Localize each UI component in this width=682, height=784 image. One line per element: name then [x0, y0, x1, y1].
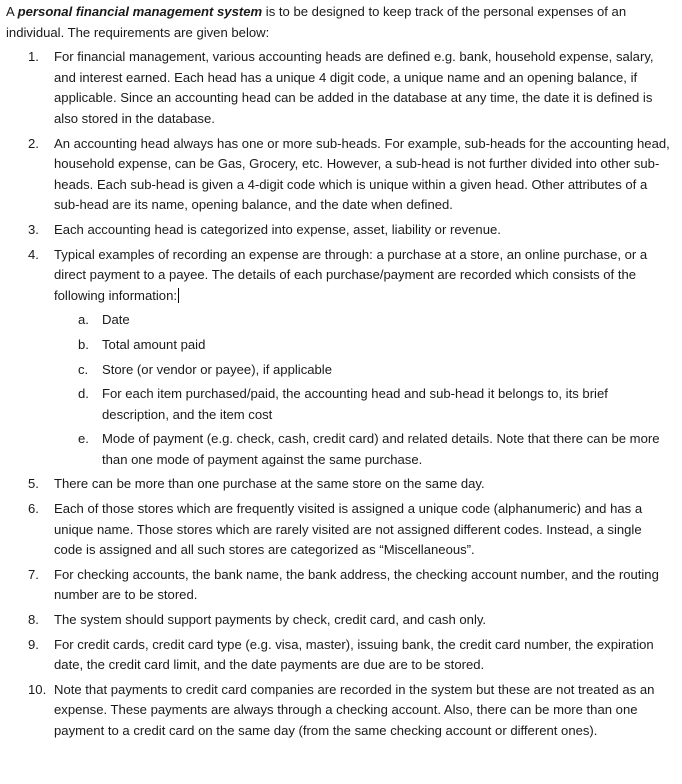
- requirement-item: [6, 610, 670, 631]
- requirement-text: Each of those stores which are frequently visited is assigned a unique code (alphanumeric) and has a unique name. Those stores which are rarely visited are not assigned different codes. Instead, a single code is assigned and all such stores are categorized as “Miscellaneous”.: [54, 501, 643, 558]
- requirement-text: For checking accounts, the bank name, the bank address, the checking account number, and the routing number are to be stored.: [54, 566, 659, 603]
- requirement-item: [6, 565, 670, 606]
- purchase-detail-item: [54, 429, 670, 470]
- requirement-item: [6, 220, 670, 241]
- requirements-list: [6, 47, 670, 741]
- requirement-text: An accounting head always has one or more sub-heads. For example, sub-heads for the accounting head, household expense, can be Gas, Grocery, etc. However, a sub-head is not further divided into other sub-heads. Each sub-head is given a 4-digit code which is unique within a given head. Other attributes of a sub-head are its name, opening balance, and the date when defined.: [54, 135, 670, 213]
- requirement-item: [6, 635, 670, 676]
- intro-prefix: A: [6, 4, 18, 19]
- text-cursor: [178, 288, 179, 303]
- requirement-item: [6, 680, 670, 742]
- requirement-item: [6, 134, 670, 216]
- purchase-detail-item: [54, 360, 670, 381]
- requirement-number: 9.: [28, 636, 39, 652]
- requirement-item: [6, 47, 670, 129]
- intro-suffix: is to be designed to keep track of the personal expenses of an individual. The requirements are given below:: [6, 4, 627, 40]
- requirement-number: 5.: [28, 476, 39, 492]
- purchase-detail-item: [54, 335, 670, 356]
- detail-text: Store (or vendor or payee), if applicable: [102, 361, 332, 377]
- requirement-number: 3.: [28, 221, 39, 237]
- detail-text: For each item purchased/paid, the accounting head and sub-head it belongs to, its brief description, and the item cost: [102, 386, 608, 422]
- requirement-text: Each accounting head is categorized into expense, asset, liability or revenue.: [54, 221, 501, 237]
- system-name-emphasis: personal financial management system: [17, 4, 263, 19]
- purchase-detail-item: [54, 310, 670, 331]
- requirement-text: Note that payments to credit card companies are recorded in the system but these are not treated as an expense. These payments are always through a checking account. Also, there can be more than one payment to a credit card on the same day (from the same checking account or different ones).: [54, 681, 655, 738]
- requirement-text: For financial management, various accounting heads are defined e.g. bank, household expense, salary, and interest earned. Each head has a unique 4 digit code, a unique name and an opening balance, if applicable. Since an accounting head can be added in the database at any time, the date it is defined is also stored in the database.: [54, 49, 654, 126]
- purchase-detail-item: [54, 384, 670, 425]
- requirement-number: 6.: [28, 501, 39, 517]
- requirement-number: 10.: [28, 681, 47, 697]
- purchase-details-list: [54, 310, 670, 470]
- requirement-number: 8.: [28, 612, 39, 628]
- detail-letter: e.: [78, 431, 89, 447]
- requirement-number: 1.: [28, 49, 39, 65]
- detail-letter: b.: [78, 336, 89, 352]
- detail-letter: c.: [78, 361, 89, 377]
- detail-text: Mode of payment (e.g. check, cash, credit card) and related details. Note that there can be more than one mode of payment against the same purchase.: [102, 431, 660, 467]
- requirement-item: [6, 474, 670, 495]
- intro-paragraph: [6, 2, 670, 43]
- requirement-number: 7.: [28, 566, 39, 582]
- requirement-item: [6, 499, 670, 561]
- requirement-number: 2.: [28, 135, 39, 151]
- requirement-text: The system should support payments by check, credit card, and cash only.: [54, 612, 487, 628]
- requirement-number: 4.: [28, 246, 39, 262]
- detail-letter: a.: [78, 312, 89, 328]
- requirement-text: For credit cards, credit card type (e.g. visa, master), issuing bank, the credit card number, the expiration date, the credit card limit, and the date payments are due are to be stored.: [54, 636, 654, 673]
- detail-text: Date: [102, 312, 130, 328]
- requirement-text: There can be more than one purchase at the same store on the same day.: [54, 476, 485, 492]
- requirement-item: [6, 245, 670, 471]
- detail-letter: d.: [78, 386, 89, 402]
- requirement-text: Typical examples of recording an expense are through: a purchase at a store, an online purchase, or a direct payment to a payee. The details of each purchase/payment are recorded which consists of the following information:: [54, 246, 648, 303]
- detail-text: Total amount paid: [102, 336, 206, 352]
